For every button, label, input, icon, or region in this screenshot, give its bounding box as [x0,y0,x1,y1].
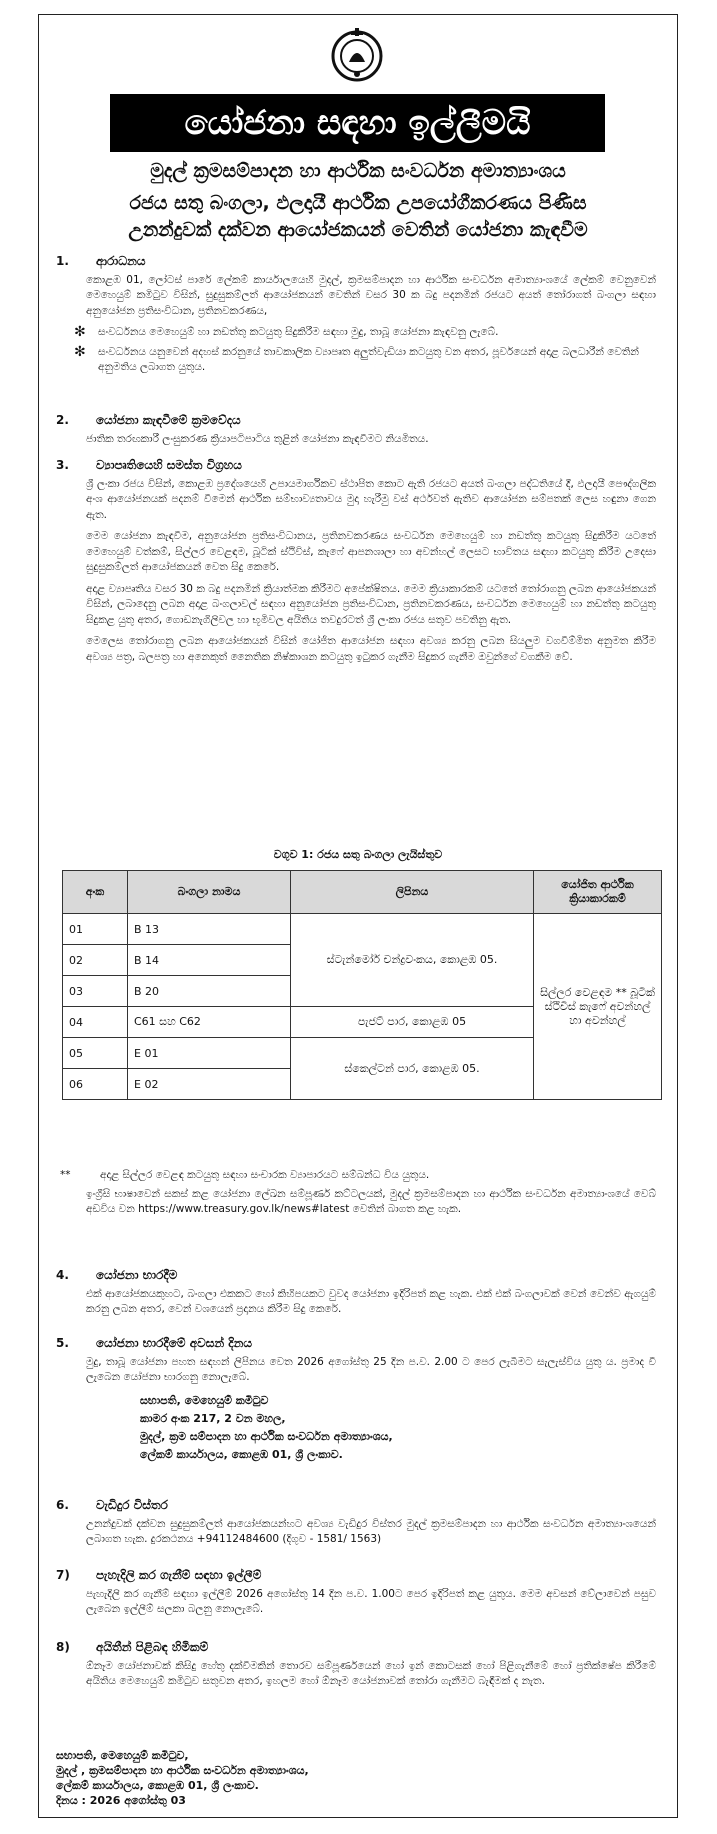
bullet-item: ✻ සංවර්ධනය යනුවෙන් අදහස් කරනුයේ තාවකාලික ව්‍යාපෘත අලුත්වැඩියා කටයුතු වන අතර, පූර්වයෙන් අදාළ බලධාරීන් වෙතින් අනුමතිය ලබාගත යුතුය. [74,345,656,376]
section-paragraph: උනන්දුවක් දක්වන සුදුසුකම්ලත් ආයෝජකයන්හට අවශ්‍ය වැඩිදුර විස්තර මුදල් ක්‍රමසම්පාදන හා ආර්ථික සංවර්ධන අමාත්‍යාංශයෙන් ලබාගත හැක. දුරකථනය +94112484600 (දිගුව - 1581/ 1563) [86,1517,656,1545]
section-paragraph: ජාතික තරඟකාරී ලංසුකරණ ක්‍රියාපටිපාටිය තුළින් යෝජනා කැඳවීමට නියමිතය. [86,432,429,445]
english-document-note: ඉංග්‍රීසි භාෂාවෙන් සකස් කළ යෝජනා ලේඛන සම්පූර්ණ කට්ටලයක්, මුදල් ක්‍රමසම්පාදන හා ආර්ථික සංවර්ධන අමාත්‍යාංශයේ වෙබ් අඩවිය වන https://www.treasury.gov.lk/news#latest වෙතින් බාගත කළ හැක. [86,1187,656,1215]
section-number: 4. [56,1268,69,1282]
bungalow-name: E 01 [128,1038,291,1069]
bungalow-name: E 02 [128,1069,291,1100]
table-row [63,914,662,945]
submission-address: සභාපති, මෙහෙයුම් කමිටුව කාමර අංක 217, 2 වන මහල, මුදල්, ක්‍රම සම්පාදන හා ආර්ථික සංවර්ධන අමාත්‍යාංශය, ලේකම් කාර්යාලය, කොළඹ 01, ශ්‍රී ලංකාව. [140,1393,393,1461]
bungalow-name: C61 සහ C62 [128,1007,291,1038]
table-header: යෝජිත ආර්ථික ක්‍රියාකාරකම් [534,871,662,914]
table-header: අංක [63,871,128,914]
ministry-title: මුදල් ක්‍රමසම්පාදන හා ආර්ථික සංවර්ධන අමාත්‍යාංශය [150,160,566,182]
bungalow-name: B 13 [128,914,291,945]
section-number: 7) [56,1568,70,1582]
heading-line-2: උනන්දුවක් දක්වන ආයෝජකයන් වෙතින් යෝජනා කැඳවීම [128,219,588,241]
row-number: 04 [63,1007,128,1038]
section-number: 2. [56,413,69,427]
section-method [56,413,656,453]
section-title: ව්‍යාපෘතියෙහි සමස්ත විග්‍රහය [96,458,242,472]
section-paragraph: පැහැදිලි කර ගැනීම් සඳහා ඉල්ලීම් 2026 අගෝස්තු 14 දින ප.ව. 1.00ට පෙර ඉදිරිපත් කළ යුතුය. මෙම අවසන් වේලාවෙන් පසුව ලැබෙන ඉල්ලීම් සලකා බලනු නොලැබේ. [86,1587,656,1615]
activities-cell: සිල්ලර වෙළඳම ** බූටික් ස්ථිවිස් කැෆේ අවන්හල් හා අවන්හල් [534,914,662,1100]
notes-block [56,1168,656,1224]
address-cell: ස්කෙල්ටන් පාර, කොළඹ 05. [291,1038,534,1100]
notice-date: දිනය : 2026 අගෝස්තු 03 [56,1794,186,1807]
section-invitation [56,254,656,380]
section-title: යෝජනා කැඳවීමේ ක්‍රමවේදය [96,413,241,427]
bungalow-name: B 20 [128,976,291,1007]
section-submission [56,1268,656,1324]
section-title: අයිතීන් පිළිබඳ හිමිකම් [96,1640,209,1654]
row-number: 01 [63,914,128,945]
section-paragraph: ශ්‍රී ලංකා රජය විසින්, කොළඹ ප්‍රදේශයෙහි උපායමාර්ගිකව ස්ථාපිත කොට ඇති රජයට අයත් බංගලා පද්ධතියේ දී, ඵලදායී පෞද්ගලික අංශ ආයෝජනයක් පදනම් වීමෙන් ආර්ථික සම්භාව්‍යතාවය මුදා හැරීමු වස් අර්ථවත් ඇතිව ආයෝජන සම්පතක් ලෙස හඳුනා ගෙන ඇත. [86,477,656,521]
banner-title: යෝජනා සඳහා ඉල්ලීමයි [110,94,605,152]
section-paragraph: කොළඹ 01, ලෝටස් පාරේ ලේකම් කාර්යාලයෙහි මුදල්, ක්‍රමසම්පාදන හා ආර්ථික සංවර්ධන අමාත්‍යාංශයේ ලේකම් වෙනුවෙන් මෙහෙයුම් කමිටුව විසින්, සුදුසුකම්ලත් ආයෝජකයන් වෙතින් වසර 30 ක බදු පදනමින් රජයට අයත් තෝරාගත් බංගලා සඳහා අනුයෝජන ප්‍රතිසංවිධාන, ප්‍රතිනවකරණය, [86,273,656,317]
section-number: 5. [56,1336,69,1350]
address-cell: පැජට් පාර, කොළඹ 05 [291,1007,534,1038]
table-header-row [63,871,662,914]
national-emblem-icon [325,22,389,86]
section-number: 1. [56,254,69,268]
heading-line-1: රජය සතු බංගලා, ඵලදායී ආර්ථික උපයෝගීකරණය පිණිස [129,192,587,214]
section-deadline [56,1336,656,1464]
section-paragraph: එක් ආයෝජකයකුහට, බංගලා එකකට හෝ කිහිපයකට වුවද යෝජනා ඉදිරිපත් කළ හැක. එක් එක් බංගලාවක් වෙන් වෙන්ව ඇගයුම් කරනු ලබන අතර, වෙන් වශයෙන් ප්‍රදානය කිරීම සිදු කෙරේ. [86,1287,656,1315]
bungalow-name: B 14 [128,945,291,976]
row-number: 06 [63,1069,128,1100]
table-note: ** අදාළ සිල්ලර වෙළඳ කටයුතු සඳහා සංචාරක ව්‍යාපාරයට සම්බන්ධ විය යුතුය. [60,1168,656,1184]
section-rights [56,1640,656,1696]
section-number: 3. [56,458,69,472]
row-number: 02 [63,945,128,976]
section-title: ආරාධනය [96,254,146,268]
section-paragraph: මෙලෙස තෝරාගනු ලබන ආයෝජකයන් විසින් යෝජිත ආයෝජන සඳහා අවශ්‍ය කරනු ලබන සියලුම වගවීම්මිත අනුමත කිරීම අවශ්‍ය පත්‍ර, බලපත්‍ර හා අනෙකුත් නෛතික නිෂ්කාශන කටයුතු ඉටුකර ගැනීම සිදුකර ගැනීම ඔවුන්ගේ වගකීම වේ. [86,635,656,663]
section-number: 6. [56,1498,69,1512]
bullet-item: ✻ සංවර්ධනය මෙහෙයුම් හා නඩත්තු කටයුතු සිදුකිරීම සඳහා මුදු, තාබූ යෝජනා කැඳවනු ලැබේ. [74,324,499,340]
section-paragraph: මුදු, තාබූ යෝජනා පහත සඳහන් ලිපිනය වෙත 2026 අගෝස්තු 25 දින ප.ව. 2.00 ට පෙර ලැබීමට සැලැස්විය යුතු ය. ප්‍රමාද වී ලැබෙන යෝජනා භාරගනු නොලැබේ. [86,1355,656,1383]
section-title: පැහැදිලි කර ගැනීම් සඳහා ඉල්ලීම් [96,1568,262,1582]
row-number: 03 [63,976,128,1007]
section-paragraph: අදාළ ව්‍යාපෘතිය වසර 30 ක බදු පදනමින් ක්‍රියාත්මක කිරීමට අපේක්ෂිතය. මෙම ක්‍රියාකාරකම් යටතේ තෝරාගනු ලබන ආයෝජකයන් විසින්, ලබාදෙනු ලබන අදාළ බංගලාවල් සඳහා අනුයෝජන ප්‍රතිසංවිධාන, ප්‍රතිනවකරණය, සංවර්ධන මෙහෙයුම් හා නඩත්තු කටයුතු සිදුකළ යුතු අතර, ගොඩනැගිලිවල හා භූමිවල අයිතිය තවදුරටත් ශ්‍රී ලංකා රජය සතුව පවතිනු ඇත. [86,582,656,626]
section-title: යෝජනා භාරදීමේ අවසන් දිනය [96,1336,252,1350]
row-number: 05 [63,1038,128,1069]
signature-block: සභාපති, මෙහෙයුම් කමිටුව, මුදල් , ක්‍රමසම්පාදන හා ආර්ථික සංවර්ධන අමාත්‍යාංශය, ලේකම් කාර්යාලය, කොළඹ 01, ශ්‍රී ලංකාව. දිනය : 2026 අගෝස්තු 03 [56,1749,309,1807]
asterisk-icon: ✻ [74,324,86,340]
asterisk-icon: ✻ [74,343,86,360]
table-header: ලිපිනය [291,871,534,914]
section-title: වැඩිදුර විස්තර [96,1498,168,1512]
section-paragraph: ඕනෑම යෝජනාවක් කිසිදු හේතු දක්වීමකින් තොරව සම්පූර්ණයෙන් හෝ ඉන් කොටසක් හෝ පිළිගැනීමේ හෝ ප්‍රතික්ෂේප කිරීමේ අයිතිය මෙහෙයුම් කමිටුව සතුවන අතර, ඉහලම හෝ ඕනෑම යෝජනාවක් තෝරා ගැනීමට බැඳීමක් ද නැත. [86,1659,656,1687]
section-clarifications [56,1568,656,1624]
note-marker: ** [60,1169,71,1181]
section-title: යෝජනා භාරදීම [96,1268,178,1282]
table-caption: වගුව 1: රජය සතු බංගලා ලැයිස්තුව [273,848,443,861]
section-further-info [56,1498,656,1554]
bungalow-table [62,870,662,1100]
section-overview [56,458,656,671]
table-header: බංගලා නාමය [128,871,291,914]
treasury-link[interactable]: https://www.treasury.gov.lk/news#latest [138,1203,350,1215]
section-number: 8) [56,1640,70,1654]
section-paragraph: මෙම යෝජනා කැඳවීම, අනුයෝජන ප්‍රතිසංවිධානය, ප්‍රතිනවකරණය සංවර්ධන මෙහෙයුම් හා නඩත්තු කටයුතු සිදුකිරීම යටතේ මෙහෙයුම් වත්කම්, සිල්ලර වෙළඳම, බූටික් ස්ථිවිස්, කැෆේ ආපනශාලා හා අවන්හල් ලෙසට භාවිතය සඳහා කටයුතු කිරීම උදෙසා සුදුසුකම්ලත් ආයෝජකයන් වෙත සිදු කෙරේ. [86,530,656,573]
address-cell: ස්ටැන්මෝර් චන්ද්‍රවංකය, කොළඹ 05. [291,914,534,1007]
